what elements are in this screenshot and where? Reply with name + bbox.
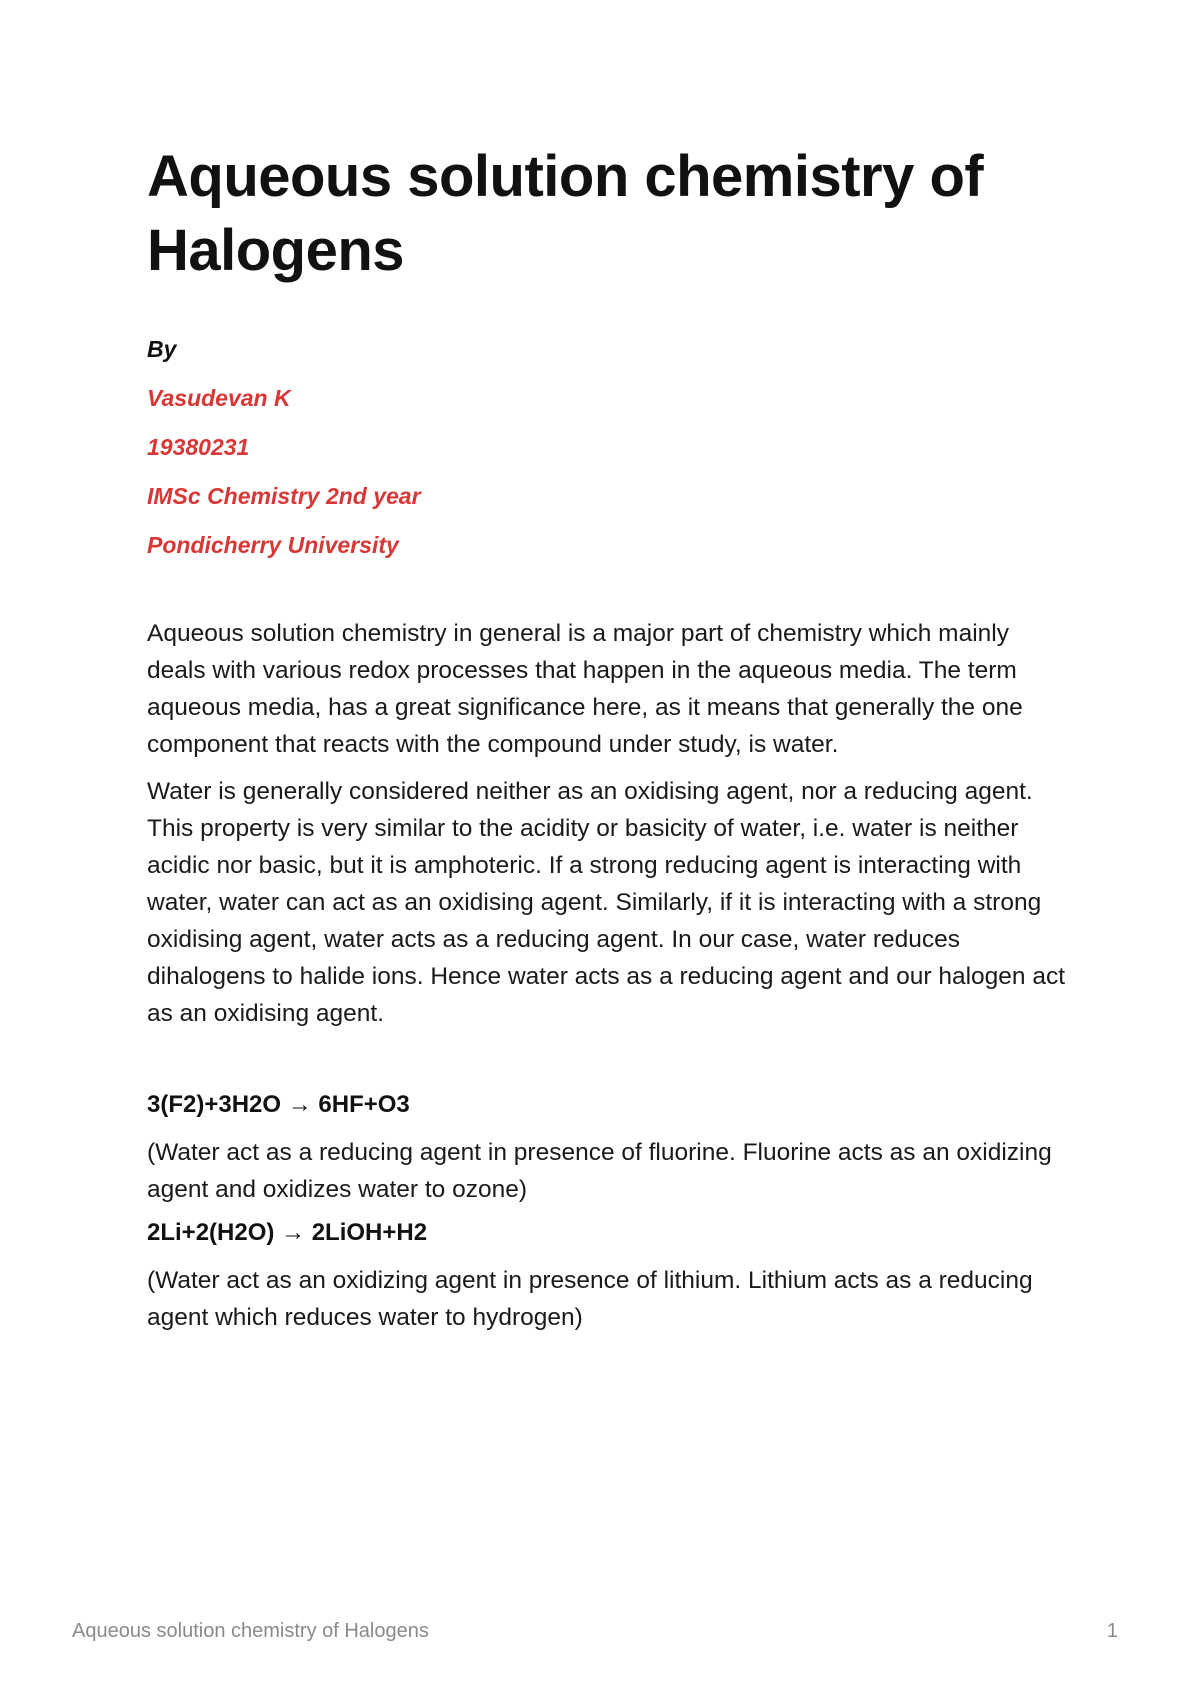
- byline-course: IMSc Chemistry 2nd year: [147, 483, 421, 509]
- page-number: 1: [1106, 1620, 1118, 1642]
- equation-fluorine-note: (Water act as a reducing agent in presence of fluorine. Fluorine acts as an oxidizing agent and oxidizes water to ozone): [147, 1139, 1052, 1203]
- byline-by: By: [147, 336, 177, 362]
- byline-author: Vasudevan K: [147, 385, 291, 411]
- body-text: [147, 615, 1067, 1336]
- byline-institution: Pondicherry University: [147, 532, 399, 558]
- byline: [147, 336, 1067, 559]
- document-title: Aqueous solution chemistry of Halogens: [147, 144, 984, 283]
- page-content: [147, 140, 1067, 1346]
- equation-lithium-note: (Water act as an oxidizing agent in presence of lithium. Lithium acts as a reducing agent which reduces water to hydrogen): [147, 1267, 1033, 1331]
- paragraph-intro: Aqueous solution chemistry in general is a major part of chemistry which mainly deals with various redox processes that happen in the aqueous media. The term aqueous media, has a great significance here, as it means that generally the one component that reacts with the compound under study, is water.: [147, 620, 1023, 758]
- equation-lithium: 2Li+2(H2O) → 2LiOH+H2: [147, 1219, 428, 1246]
- byline-id: 19380231: [147, 434, 250, 460]
- paragraph-water-redox: Water is generally considered neither as an oxidising agent, nor a reducing agent. This property is very similar to the acidity or basicity of water, i.e. water is neither acidic nor basic, but it is amphoteric. If a strong reducing agent is interacting with water, water can act as an oxidising agent. Similarly, if it is interacting with a strong oxidising agent, water acts as a reducing agent. In our case, water reduces dihalogens to halide ions. Hence water acts as a reducing agent and our halogen act as an oxidising agent.: [147, 778, 1066, 1027]
- equation-fluorine: 3(F2)+3H2O → 6HF+O3: [147, 1091, 410, 1118]
- page-footer: [72, 1620, 1128, 1650]
- footer-title: Aqueous solution chemistry of Halogens: [72, 1620, 429, 1642]
